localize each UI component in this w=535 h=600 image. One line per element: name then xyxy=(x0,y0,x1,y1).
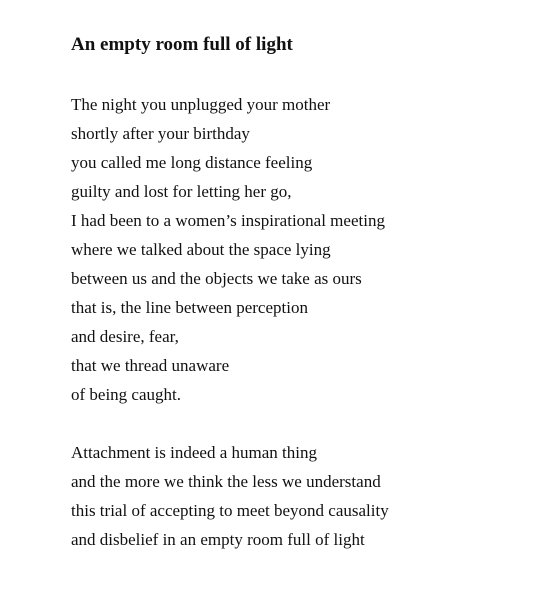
poem-line: that is, the line between perception xyxy=(71,298,308,317)
poem-line: I had been to a women’s inspirational meeting xyxy=(71,211,385,230)
poem-page xyxy=(71,32,511,583)
poem-line: of being caught. xyxy=(71,385,181,404)
poem-line: where we talked about the space lying xyxy=(71,240,331,259)
poem-line: and the more we think the less we understand xyxy=(71,472,381,491)
poem-line: Attachment is indeed a human thing xyxy=(71,443,317,462)
stanza-1 xyxy=(71,90,511,409)
poem-line: and disbelief in an empty room full of light xyxy=(71,530,365,549)
poem-line: between us and the objects we take as ours xyxy=(71,269,362,288)
poem-title: An empty room full of light xyxy=(71,34,293,55)
poem-line: that we thread unaware xyxy=(71,356,230,375)
poem-line: The night you unplugged your mother xyxy=(71,95,331,114)
poem-line: shortly after your birthday xyxy=(71,124,250,143)
stanza-2 xyxy=(71,438,511,554)
poem-line: and desire, fear, xyxy=(71,327,179,346)
poem-line: you called me long distance feeling xyxy=(71,153,313,172)
poem-line: this trial of accepting to meet beyond causality xyxy=(71,501,389,520)
poem-line: guilty and lost for letting her go, xyxy=(71,182,292,201)
